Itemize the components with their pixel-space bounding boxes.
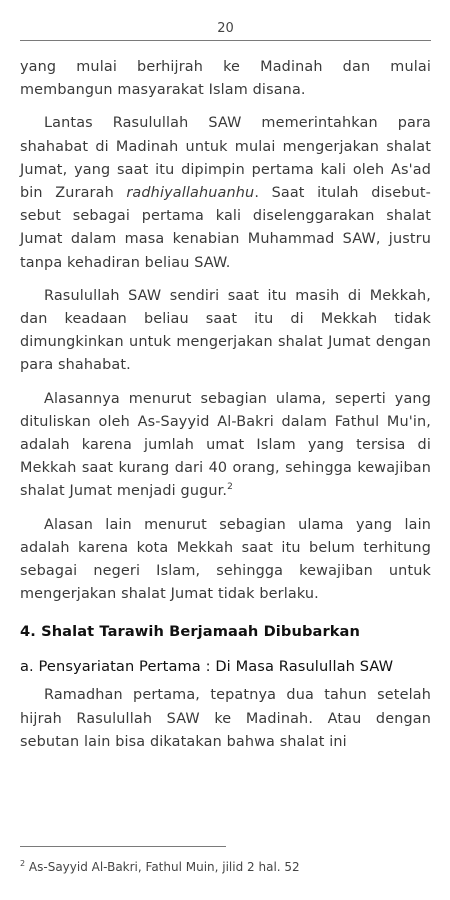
footnote-rule xyxy=(20,846,226,847)
honorific-italic: radhiyallahuanhu xyxy=(126,185,255,202)
paragraph-2-text-after: . Saat itulah disebut-sebut sebagai pertama kali diselenggarakan shalat Jumat dalam masa kenabian Muhammad SAW, justru tanpa kehadiran beliau SAW. xyxy=(20,185,431,271)
section-heading: 4. Shalat Tarawih Berjamaah Dibubarkan xyxy=(20,623,360,641)
paragraph-2 xyxy=(20,112,431,274)
footnote-reference[interactable]: 2 xyxy=(227,482,234,493)
footnote-marker: 2 xyxy=(20,859,26,868)
subsection-heading: a. Pensyariatan Pertama : Di Masa Rasulullah SAW xyxy=(20,658,394,676)
book-page xyxy=(20,0,431,900)
paragraph-4 xyxy=(20,388,431,504)
page-body xyxy=(20,56,431,754)
paragraph-5: Alasan lain menurut sebagian ulama yang lain adalah karena kota Mekkah saat itu belum terhitung sebagai negeri Islam, sehingga kewajiban untuk mengerjakan shalat Jumat tidak berlaku. xyxy=(20,516,431,603)
footnote xyxy=(20,860,300,874)
header-rule xyxy=(20,40,431,41)
paragraph-3: Rasulullah SAW sendiri saat itu masih di Mekkah, dan keadaan beliau saat itu di Mekkah tidak dimungkinkan untuk mengerjakan shalat Jumat dengan para shahabat. xyxy=(20,287,431,374)
page-number: 20 xyxy=(217,21,234,36)
paragraph-2-text-before: Lantas Rasulullah SAW memerintahkan para shahabat di Madinah untuk mulai mengerjakan shalat Jumat, yang saat itu dipimpin pertama kali oleh As'ad bin Zurarah xyxy=(20,115,431,202)
paragraph-1: yang mulai berhijrah ke Madinah dan mulai membangun masyarakat Islam disana. xyxy=(20,59,431,99)
footnote-text: As-Sayyid Al-Bakri, Fathul Muin, jilid 2 hal. 52 xyxy=(25,860,300,874)
paragraph-4-text: Alasannya menurut sebagian ulama, seperti yang dituliskan oleh As-Sayyid Al-Bakri dalam Fathul Mu'in, adalah karena jumlah umat Islam yang tersisa di Mekkah saat kurang dari 40 orang, sehingga kewajiban shalat Jumat menjadi gugur. xyxy=(20,390,431,500)
paragraph-6: Ramadhan pertama, tepatnya dua tahun setelah hijrah Rasulullah SAW ke Madinah. Atau dengan sebutan lain bisa dikatakan bahwa shalat ini xyxy=(20,687,431,750)
